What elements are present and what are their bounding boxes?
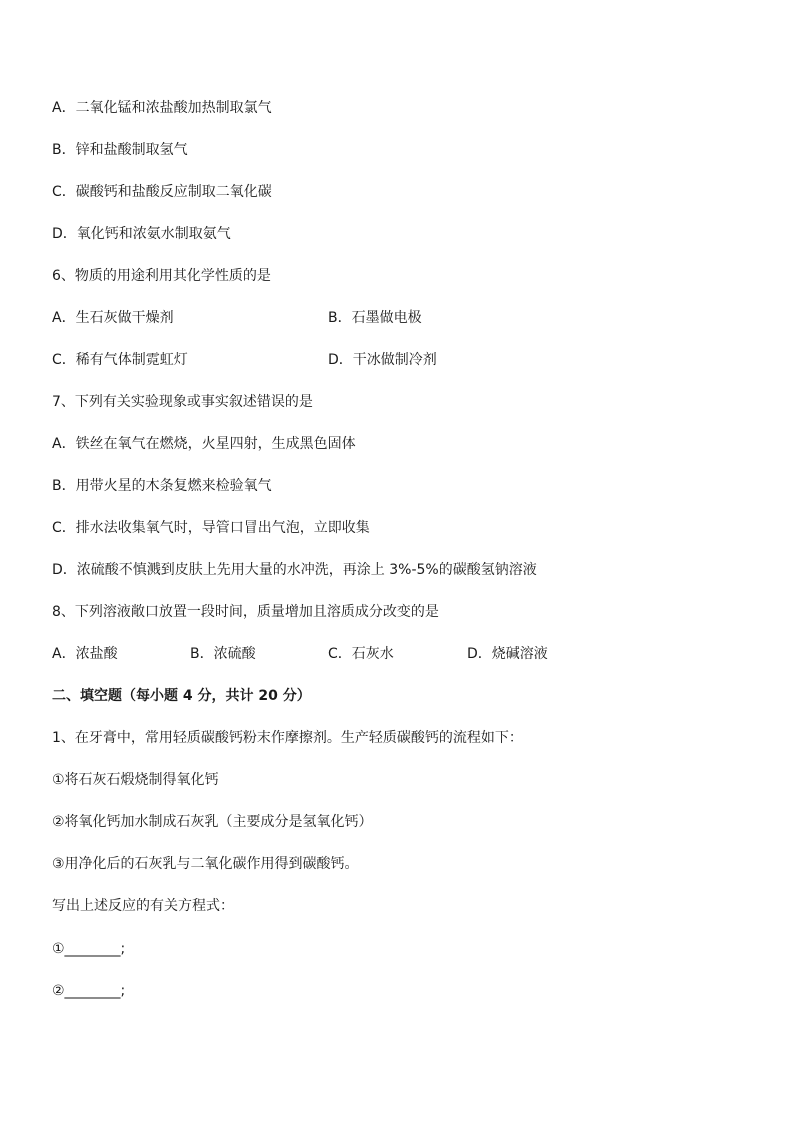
question-stem: 7、下列有关实验现象或事实叙述错误的是 — [52, 394, 313, 410]
section-heading: 二、填空题（每小题 4 分，共计 20 分） — [52, 688, 311, 704]
question-stem: 1、在牙膏中，常用轻质碳酸钙粉末作摩擦剂。生产轻质碳酸钙的流程如下： — [52, 730, 523, 746]
option-a: A．浓盐酸 — [52, 646, 118, 662]
option-a: A．铁丝在氧气在燃烧，火星四射，生成黑色固体 — [52, 436, 356, 452]
option-d: D．干冰做制冷剂 — [328, 352, 437, 368]
option-d: D．浓硫酸不慎溅到皮肤上先用大量的水冲洗，再涂上 3%-5%的碳酸氢钠溶液 — [52, 562, 537, 578]
option-d: D．烧碱溶液 — [467, 646, 548, 662]
option-c: C．排水法收集氧气时，导管口冒出气泡，立即收集 — [52, 520, 370, 536]
step-1: ①将石灰石煅烧制得氧化钙 — [52, 772, 219, 788]
option-b: B．石墨做电极 — [328, 310, 422, 326]
option-d: D．氧化钙和浓氨水制取氨气 — [52, 226, 231, 242]
option-a: A．生石灰做干燥剂 — [52, 310, 174, 326]
answer-blank-2[interactable]: ②________; — [52, 983, 126, 999]
question-stem: 6、物质的用途利用其化学性质的是 — [52, 268, 271, 284]
question-stem: 8、下列溶液敞口放置一段时间，质量增加且溶质成分改变的是 — [52, 604, 439, 620]
option-a: A．二氧化锰和浓盐酸加热制取氯气 — [52, 100, 272, 116]
option-b: B．用带火星的木条复燃来检验氧气 — [52, 478, 272, 494]
option-c: C．石灰水 — [328, 646, 394, 662]
step-3: ③用净化后的石灰乳与二氧化碳作用得到碳酸钙。 — [52, 856, 359, 872]
option-b: B．锌和盐酸制取氢气 — [52, 142, 188, 158]
answer-blank-1[interactable]: ①________; — [52, 941, 126, 957]
option-c: C．稀有气体制霓虹灯 — [52, 352, 188, 368]
option-c: C．碳酸钙和盐酸反应制取二氧化碳 — [52, 184, 272, 200]
step-2: ②将氧化钙加水制成石灰乳（主要成分是氢氧化钙） — [52, 814, 373, 830]
instruction: 写出上述反应的有关方程式： — [52, 898, 234, 914]
option-b: B．浓硫酸 — [190, 646, 256, 662]
